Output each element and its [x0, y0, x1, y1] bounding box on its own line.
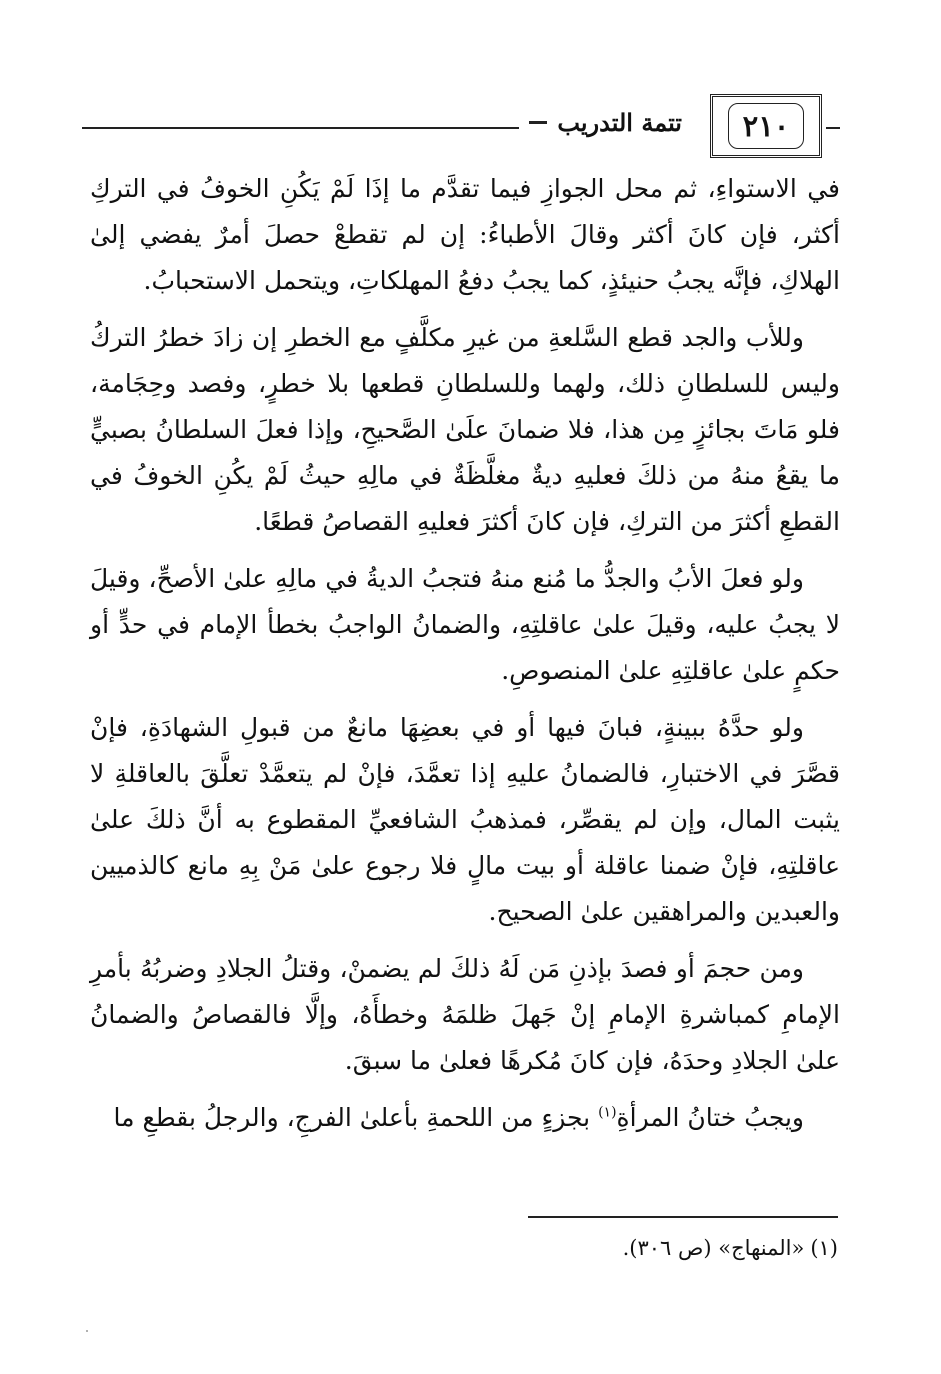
paragraph-6-end: بجزءٍ من اللحمةِ بأعلىٰ الفرجِ، والرجلُ بقطعِ ما [113, 1103, 599, 1132]
scan-speck [86, 1330, 88, 1332]
paragraph-6-start: ويجبُ ختانُ المرأةِ [616, 1103, 804, 1132]
paragraph-1: في الاستواءِ، ثم محل الجوازِ فيما تقدَّم ما إذَا لَمْ يَكُنِ الخوفُ في التركِ أكثر، فإن كانَ أكثر وقالَ الأطباءُ: إن لم تقطعْ حصلَ أمرٌ يفضي إلىٰ الهلاكِ، فإنَّه يجبُ حنيئذٍ، كما يجبُ دفعُ المهلكاتِ، ويتحمل الاستحبابُ. [90, 174, 840, 295]
footnote-reference[interactable]: (١) [598, 1104, 617, 1121]
main-text [90, 166, 840, 1152]
page-number-frame [710, 94, 822, 158]
paragraph-3: ولو فعلَ الأبُ والجدُّ ما مُنع منهُ فتجبُ الديةُ في مالِهِ علىٰ الأصحِّ، وقيلَ لا يجبُ عليه، وقيلَ علىٰ عاقلتِهِ، والضمانُ الواجبُ بخطأ الإمام في حدٍّ أو حكمٍ علىٰ عاقلتِهِ علىٰ المنصوصِ. [90, 564, 840, 685]
footnote-divider [528, 1216, 838, 1218]
footnote-text: «المنهاج» (ص ٣٠٦). [622, 1236, 805, 1260]
paragraph-2: وللأب والجد قطع السَّلعةِ من غيرِ مكلَّفٍ مع الخطرِ إن زادَ خطرُ التركُ وليس للسلطانِ ذلك، ولهما وللسلطانِ قطعها بلا خطرٍ، وفصد وحِجَامة، فلو مَاتَ بجائزٍ مِن هذا، فلا ضمانَ علَىٰ الصَّحيحِ، وإذا فعلَ السلطانُ بصبيٍّ ما يقعُ منهُ من ذلكَ فعليهِ ديةٌ مغلَّظَةٌ في مالِهِ حيثُ لَمْ يكُنِ الخوفُ في القطعِ أكثرَ من التركِ، فإن كانَ أكثرَ فعليهِ القصاصُ قطعًا. [90, 323, 840, 536]
running-title-text: تتمة التدريب [557, 108, 682, 137]
page-number: ٢١٠ [728, 103, 804, 149]
paragraph-6 [90, 1095, 840, 1141]
header-rule-right [826, 127, 840, 129]
running-title [519, 108, 692, 137]
footnote-number: (١) [810, 1236, 838, 1260]
title-dash [529, 121, 547, 124]
paragraph-4: ولو حدَّهُ ببينةٍ، فبانَ فيها أو في بعضِهَا مانعٌ من قبولِ الشهادَةِ، فإنْ قصَّرَ في الاختبارِ، فالضمانُ عليهِ إذا تعمَّدَ، فإنْ لم يتعمَّدْ تعلَّقَ بالعاقلةِ لا يثبت المال، وإن لم يقصِّر، فمذهبُ الشافعيِّ المقطوع به أنَّ ذلكَ علىٰ عاقلتِهِ، فإنْ ضمنا عاقلة أو بيت مالٍ فلا رجوع علىٰ مَنْ بِهِ مانع كالذميين والعبدين والمراهقين علىٰ الصحيح. [90, 713, 840, 926]
paragraph-5: ومن حجمَ أو فصدَ بإذنِ مَن لَهُ ذلكَ لم يضمنْ، وقتلُ الجلادِ وضربُهُ بأمرِ الإمامِ كمباشرةِ الإمامِ إنْ جَهلَ ظلمَهُ وخطأَهُ، وإلَّا فالقصاصُ والضمانُ علىٰ الجلادِ وحدَهُ، فإن كانَ مُكرهًا فعلىٰ ما سبقَ. [90, 954, 840, 1075]
footnote [238, 1232, 838, 1264]
page-header [82, 94, 840, 164]
